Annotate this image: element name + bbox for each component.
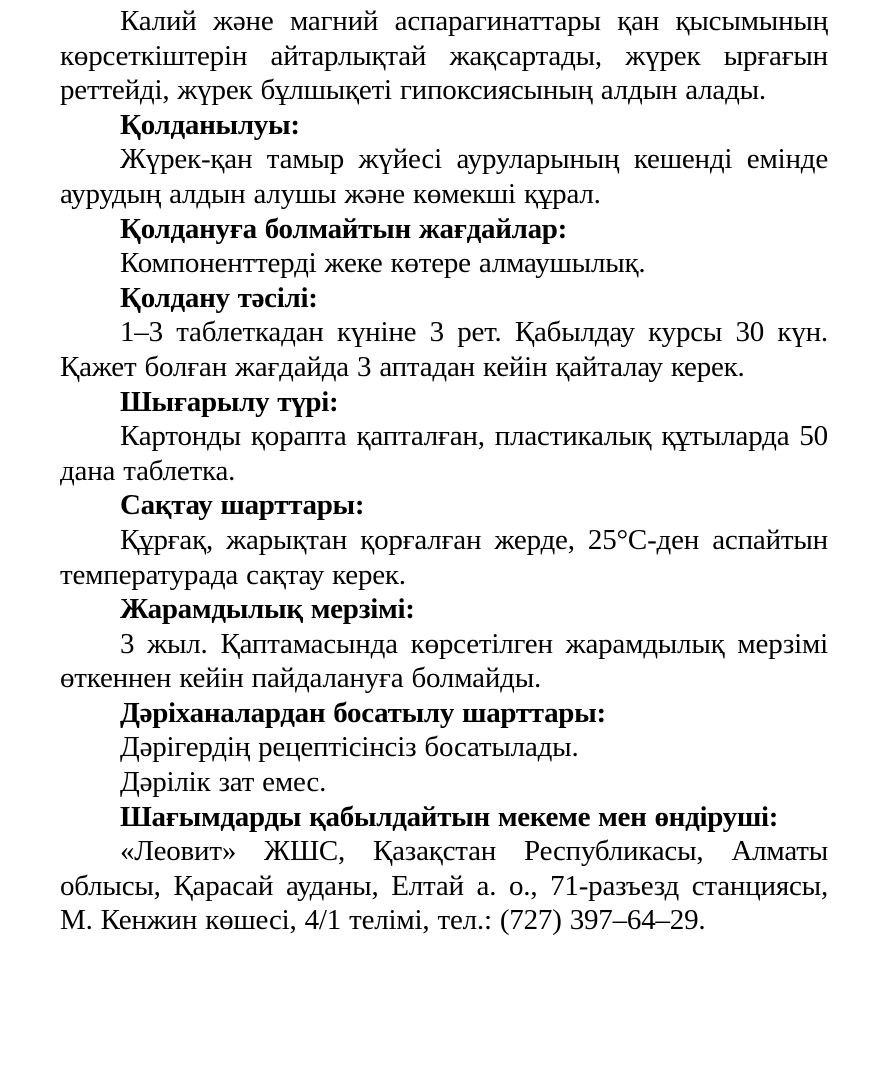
- paragraph-release-form: Картонды қорапта қапталған, пластикалық құтыларда 50 дана таблетка.: [60, 420, 828, 487]
- heading-dispensing: Дәріханалардан босатылу шарттары:: [120, 696, 606, 729]
- paragraph-dispensing-1: Дәрігердің рецептісінсіз босатылады.: [120, 731, 579, 764]
- document-page: [60, 0, 828, 938]
- heading-release-form: Шығарылу түрі:: [120, 385, 339, 418]
- paragraph-shelf-life: 3 жыл. Қаптамасында көрсетілген жарамдылық мерзімі өткеннен кейін пайдалануға болмайды.: [60, 627, 828, 695]
- paragraph-dosage: 1–3 таблеткадан күніне 3 рет. Қабылдау курсы 30 күн. Қажет болған жағдайда 3 аптадан кейін қайталау керек.: [60, 316, 828, 383]
- heading-dosage: Қолдану тәсілі:: [120, 281, 318, 314]
- heading-storage: Сақтау шарттары:: [120, 489, 365, 522]
- intro-paragraph: Калий және магний аспарагинаттары қан қысымының көрсеткіштерін айтарлықтай жақсартады, жүрек ырғағын реттейді, жүрек бұлшықеті гипоксиясының алдын алады.: [60, 5, 828, 107]
- paragraph-contraindications: Компоненттерді жеке көтере алмаушылық.: [120, 247, 646, 280]
- paragraph-manufacturer: «Леовит» ЖШС, Қазақстан Республикасы, Алматы облысы, Қарасай ауданы, Елтай а. о., 71-разъезд станциясы, М. Кенжин көшесі, 4/1 телімі, тел.: (727) 397–64–29.: [60, 835, 828, 937]
- heading-indications: Қолданылуы:: [120, 108, 300, 141]
- heading-shelf-life: Жарамдылық мерзімі:: [120, 593, 415, 626]
- paragraph-storage: Құрғақ, жарықтан қорғалған жерде, 25°С-ден аспайтын температурада сақтау керек.: [60, 523, 828, 591]
- paragraph-indications: Жүрек-қан тамыр жүйесі ауруларының кешенді емінде аурудың алдын алушы және көмекші құрал.: [60, 143, 828, 210]
- paragraph-dispensing-2: Дәрілік зат емес.: [120, 766, 327, 799]
- heading-contraindications: Қолдануға болмайтын жағдайлар:: [120, 212, 567, 245]
- heading-manufacturer: Шағымдарды қабылдайтын мекеме мен өндіруші:: [120, 800, 779, 833]
